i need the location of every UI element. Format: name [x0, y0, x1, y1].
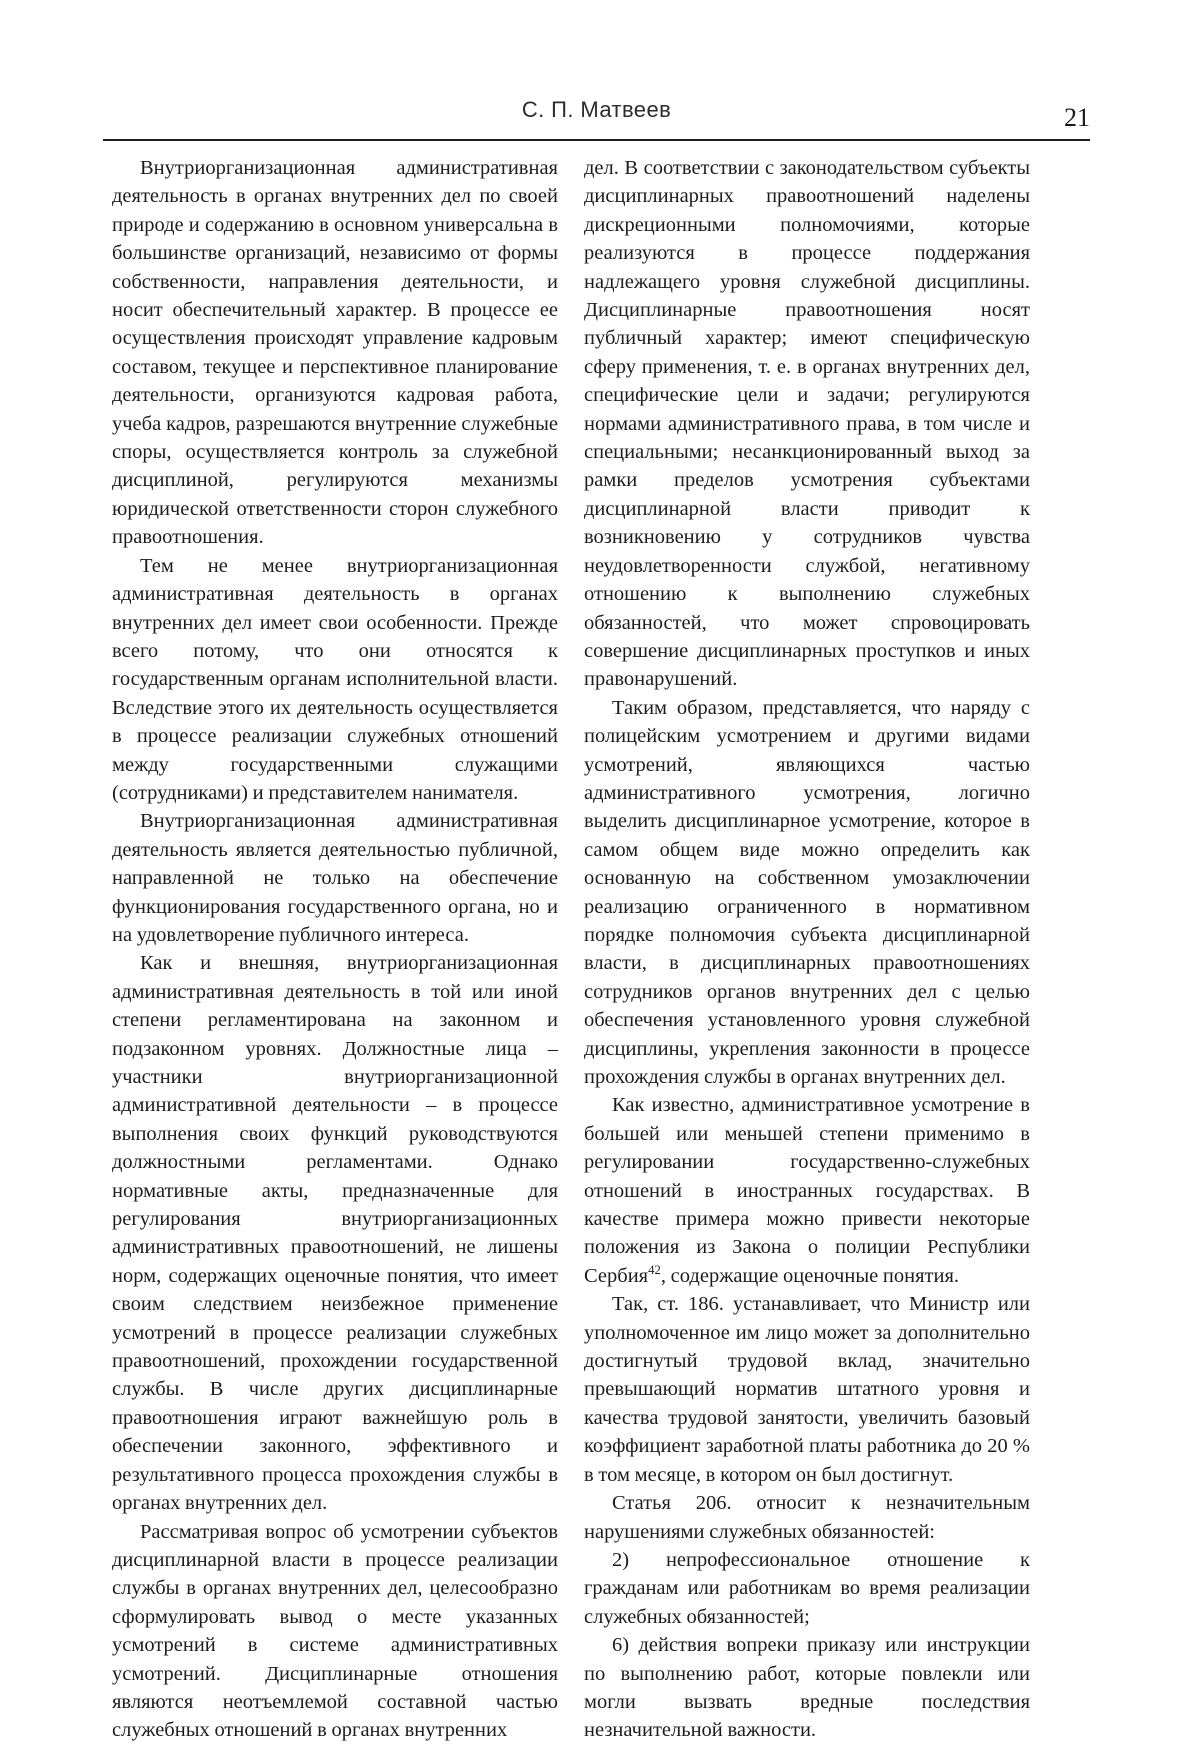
right-column [584, 154, 1030, 1745]
paragraph: Тем не менее внутриорганизационная административная деятельность в органах внутренних дел имеет свои особенности. Прежде всего потому, что они относятся к государственным органам исполнительной власти. Вследствие этого их деятельность осуществляется в процессе реализации служебных отношений между государственными служащими (сотрудниками) и представителем нанимателя. [112, 554, 558, 804]
footnote-reference: 42 [648, 1263, 661, 1278]
paragraph [584, 1091, 1030, 1290]
paragraph: Рассматривая вопрос об усмотрении субъектов дисциплинарной власти в процессе реализации службы в органах внутренних дел, целесообразно сформулировать вывод о месте указанных усмотрений в системе административных усмотрений. Дисциплинарные отношения являются неотъемлемой составной частью служебных отношений в органах внутренних [112, 1520, 558, 1742]
header-rule [103, 139, 1090, 141]
page-number: 21 [1064, 103, 1090, 132]
paragraph: Таким образом, представляется, что наряду с полицейским усмотрением и другими видами усмотрений, являющихся частью административного усмотрения, логично выделить дисциплинарное усмотрение, которое в самом общем виде можно определить как основанную на собственном умозаключении реализацию ограниченного в нормативном порядке полномочия субъекта дисциплинарной власти, в дисциплинарных правоотношениях сотрудников органов внутренних дел с целью обеспечения установленного уровня служебной дисциплины, укрепления законности в процессе прохождения службы в органах внутренних дел. [584, 696, 1030, 1088]
paragraph: Статья 206. относит к незначительным нарушениями служебных обязанностей: [584, 1492, 1030, 1543]
running-head-author: С. П. Матвеев [521, 97, 672, 122]
paragraph: 2) непрофессиональное отношение к гражданам или работникам во время реализации служебных обязанностей; [584, 1548, 1030, 1628]
text-columns [112, 154, 1030, 1745]
paragraph: Внутриорганизационная административная деятельность в органах внутренних дел по своей природе и содержанию в основном универсальна в большинстве организаций, независимо от формы собственности, направления деятельности, и носит обеспечительный характер. В процессе ее осуществления происходят управление кадровым составом, текущее и перспективное планирование деятельности, организуются кадровая работа, учеба кадров, разрешаются внутренние служебные споры, осуществляется контроль за служебной дисциплиной, регулируются механизмы юридической ответственности сторон служебного правоотношения. [112, 157, 558, 549]
paragraph-text: Как известно, административное усмотрение в большей или меньшей степени применимо в регулировании государственно-служебных отношений в иностранных государствах. В качестве примера можно привести некоторые положения из Закона о полиции Республики Сербия [584, 1094, 1030, 1287]
paragraph: Так, ст. 186. устанавливает, что Министр или уполномоченное им лицо может за дополнительно достигнутый трудовой вклад, значительно превышающий норматив штатного уровня и качества трудовой занятости, увеличить базовый коэффициент заработной платы работника до 20 % в том месяце, в котором он был достигнут. [584, 1293, 1030, 1486]
paragraph: Как и внешняя, внутриорганизационная административная деятельность в той или иной степени регламентирована на законном и подзаконном уровнях. Должностные лица – участники внутриорганизационной административной деятельности – в процессе выполнения своих функций руководствуются должностными регламентами. Однако нормативные акты, предназначенные для регулирования внутриорганизационных административных правоотношений, не лишены норм, содержащих оценочные понятия, что имеет своим следствием неизбежное применение усмотрений в процессе реализации служебных правоотношений, прохождении государственной службы. В числе других дисциплинарные правоотношения играют важнейшую роль в обеспечении законного, эффективного и результативного процесса прохождения службы в органах внутренних дел. [112, 952, 558, 1515]
paragraph-continuation: дел. В соответствии с законодательством субъекты дисциплинарных правоотношений наделены дискреционными полномочиями, которые реализуются в процессе поддержания надлежащего уровня служебной дисциплины. Дисциплинарные правоотношения носят публичный характер; имеют специфическую сферу применения, т. е. в органах внутренних дел, специфические цели и задачи; регулируются нормами административного права, в том числе и специальными; несанкционированный выход за рамки пределов усмотрения субъектами дисциплинарной власти приводит к возникновению у сотрудников чувства неудовлетворенности службой, негативному отношению к выполнению служебных обязанностей, что может спровоцировать совершение дисциплинарных проступков и иных правонарушений. [584, 157, 1030, 691]
paragraph: Внутриорганизационная административная деятельность является деятельностью публичной, направленной не только на обеспечение функционирования государственного органа, но и на удовлетворение публичного интереса. [112, 810, 558, 946]
left-column [112, 154, 558, 1745]
paragraph-text: , содержащие оценочные понятия. [660, 1264, 960, 1287]
paragraph: 6) действия вопреки приказу или инструкции по выполнению работ, которые повлекли или могли вызвать вредные последствия незначительной важности. [584, 1634, 1030, 1742]
